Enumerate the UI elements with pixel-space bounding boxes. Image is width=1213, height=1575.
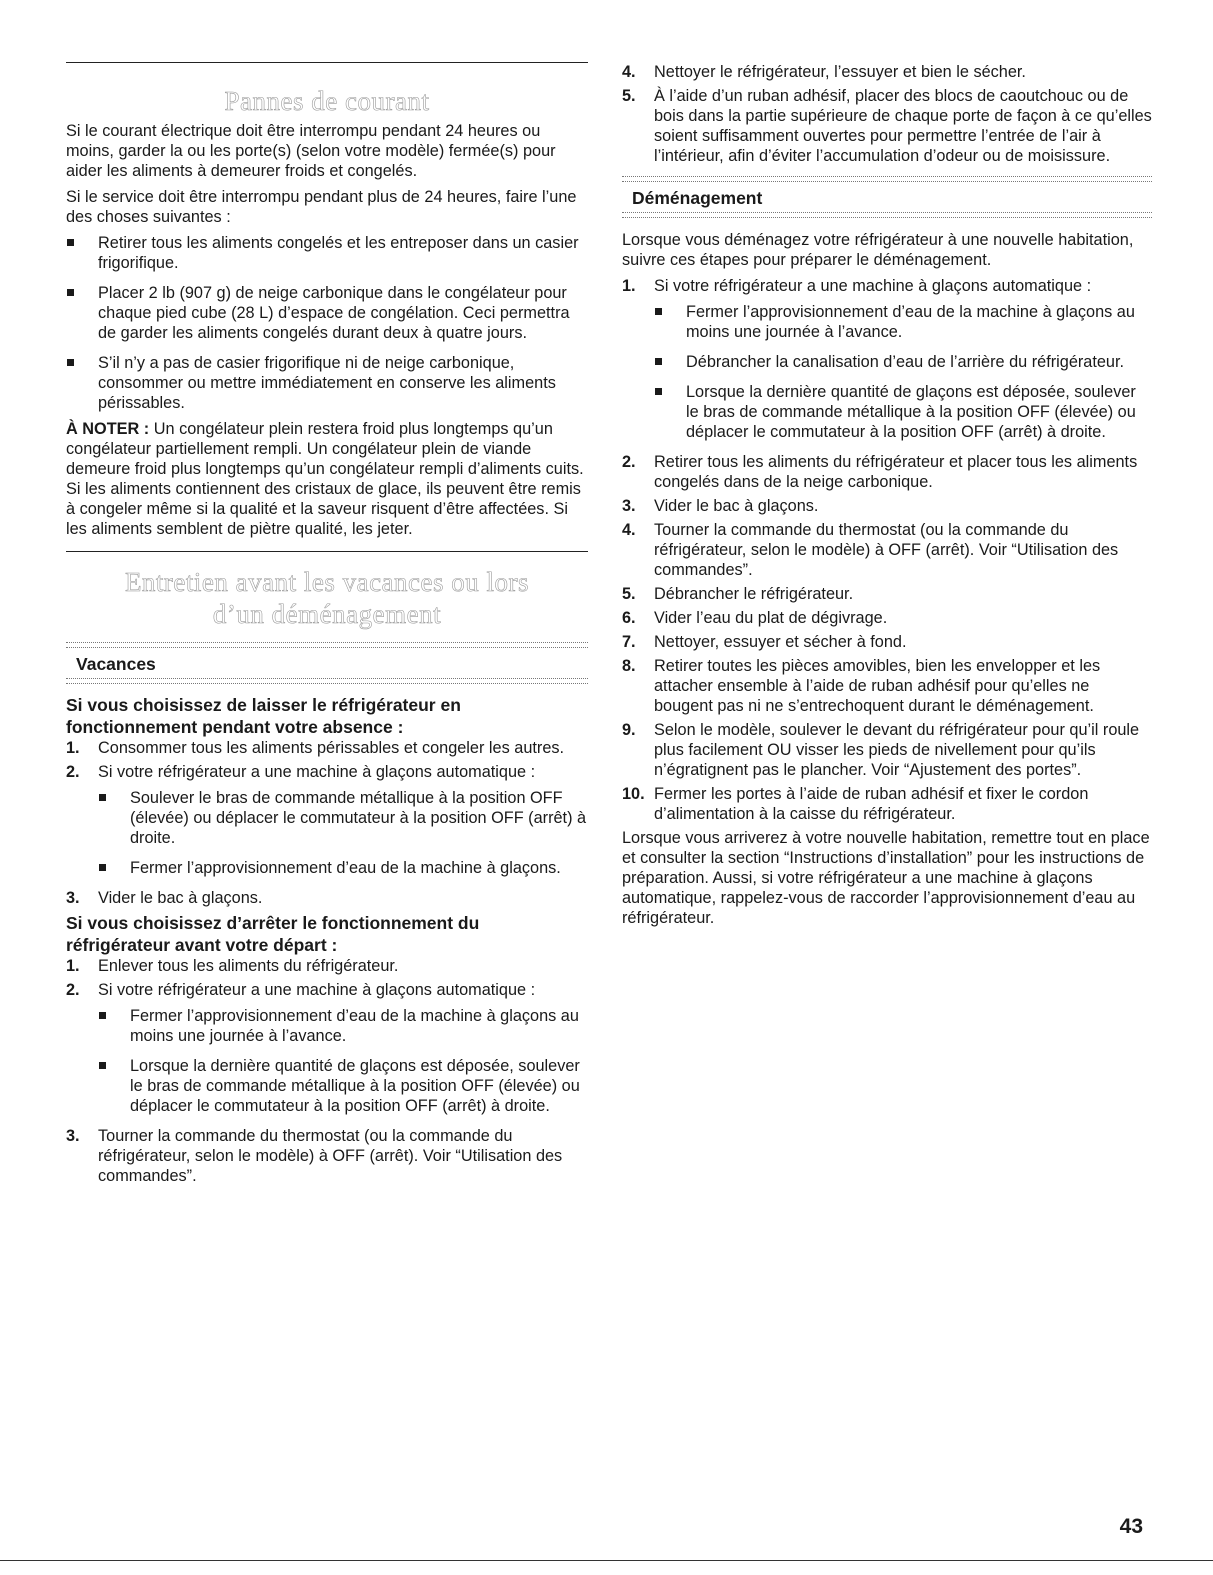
item-number: 7. [622,633,636,651]
list-item [622,452,1152,492]
list-item [622,276,1152,442]
item-text: Nettoyer le réfrigérateur, l’essuyer et bien le sécher. [654,63,1026,81]
item-number: 10. [622,785,645,803]
section-rule [66,551,588,552]
list-item [622,520,1152,580]
item-text: Si votre réfrigérateur a une machine à glaçons automatique : [98,981,536,999]
list-item: S’il n’y a pas de casier frigorifique ni de neige carbonique, consommer ou mettre immédiatement en conserve les aliments périssables. [66,353,588,413]
dotted-divider [66,678,588,684]
moving-closing: Lorsque vous arriverez à votre nouvelle habitation, remettre tout en place et consulter la section “Instructions d’installation” pour les instructions de préparation. Aussi, si votre réfrigérateur a une machine à glaçons automatique, rappelez-vous de raccorder l’approvisionnement d’eau au réfrigérateur. [622,829,1150,927]
vacances-label: Vacances [76,654,156,674]
item-text: Consommer tous les aliments périssables et congeler les autres. [98,739,565,757]
list-item: Lorsque la dernière quantité de glaçons est déposée, soulever le bras de commande métallique à la position OFF (élevée) ou déplacer le commutateur à la position OFF (arrêt) à droite. [98,1056,588,1116]
item-text: Retirer tous les aliments du réfrigérateur et placer tous les aliments congelés dans de la neige carbonique. [654,453,1138,491]
vacation-list-2 [66,956,588,1186]
nested-bullets [98,1006,588,1116]
list-item: Placer 2 lb (907 g) de neige carbonique dans le congélateur pour chaque pied cube (28 L) d’espace de congélation. Ceci permettra de garder les aliments congelés durant deux à quatre jours. [66,283,588,343]
vacation-heading-2: Si vous choisissez d’arrêter le fonctionnement du réfrigérateur avant votre départ : [66,913,480,955]
list-item [66,738,588,758]
care-title-line-1: Entretien avant les vacances ou lors [124,567,530,597]
moving-intro: Lorsque vous déménagez votre réfrigérateur à une nouvelle habitation, suivre ces étapes pour préparer le déménagement. [622,231,1134,269]
list-item [622,584,1152,604]
item-number: 3. [622,497,636,515]
list-item [66,980,588,1116]
page-number: 43 [1119,1515,1143,1538]
item-text: Nettoyer, essuyer et sécher à fond. [654,633,907,651]
list-item [622,62,1152,82]
item-text: Fermer les portes à l’aide de ruban adhésif et fixer le cordon d’alimentation à la caisse du réfrigérateur. [654,785,1089,823]
item-text: Tourner la commande du thermostat (ou la commande du réfrigérateur, selon le modèle) à OFF (arrêt). Voir “Utilisation des commandes”. [654,521,1119,579]
list-item: Retirer tous les aliments congelés et les entreposer dans un casier frigorifique. [66,233,588,273]
item-text: Vider le bac à glaçons. [654,497,819,515]
item-number: 4. [622,63,636,81]
power-bullets [66,233,588,413]
item-text: Si votre réfrigérateur a une machine à glaçons automatique : [654,277,1092,295]
item-number: 3. [66,889,80,907]
care-title-line-2: d’un déménagement [212,599,442,629]
item-number: 5. [622,87,636,105]
item-text: Si votre réfrigérateur a une machine à glaçons automatique : [98,763,536,781]
right-column [622,62,1152,934]
list-item [622,720,1152,780]
nested-bullets [654,302,1152,442]
item-number: 1. [66,957,80,975]
item-number: 4. [622,521,636,539]
list-item [622,608,1152,628]
section-rule [66,62,588,63]
item-text: À l’aide d’un ruban adhésif, placer des blocs de caoutchouc ou de bois dans la partie supérieure de chaque porte de façon à ce qu’elles soient suffisamment ouvertes pour permettre l’entrée de l’air à l’intérieur, afin d’éviter l’accumulation d’odeur ou de moisissure. [654,87,1152,165]
list-item [622,496,1152,516]
item-number: 2. [66,763,80,781]
list-item: Fermer l’approvisionnement d’eau de la machine à glaçons au moins une journée à l’avance. [98,1006,588,1046]
item-text: Enlever tous les aliments du réfrigérateur. [98,957,399,975]
list-item [622,86,1152,166]
list-item [66,956,588,976]
note-text: Un congélateur plein restera froid plus longtemps qu’un congélateur partiellement rempli. Un congélateur plein de viande demeure froid plus longtemps qu’un congélateur rempli d’aliments cuits. Si les aliments contiennent des cristaux de glace, ils peuvent être remis à congeler même si la qualité et la saveur risquent d’être affectées. Si les aliments semblent de piètre qualité, les jeter. [66,420,584,538]
left-column [66,62,588,1190]
item-text: Vider le bac à glaçons. [98,889,263,907]
item-number: 9. [622,721,636,739]
item-text: Tourner la commande du thermostat (ou la commande du réfrigérateur, selon le modèle) à OFF (arrêt). Voir “Utilisation des commandes”. [98,1127,563,1185]
power-para-2: Si le service doit être interrompu pendant plus de 24 heures, faire l’une des choses suivantes : [66,188,577,226]
item-number: 2. [66,981,80,999]
vacation-list-2-continued [622,62,1152,166]
item-text: Débrancher le réfrigérateur. [654,585,854,603]
list-item: Débrancher la canalisation d’eau de l’arrière du réfrigérateur. [654,352,1152,372]
list-item [66,762,588,878]
list-item [622,784,1152,824]
dotted-divider [622,212,1152,218]
item-text: Retirer toutes les pièces amovibles, bien les envelopper et les attacher ensemble à l’aide de ruban adhésif pour qu’elles ne bougent pas ni ne s’entrechoquent durant le déménagement. [654,657,1101,715]
item-number: 5. [622,585,636,603]
item-number: 1. [622,277,636,295]
list-item [66,1126,588,1186]
footer-rule [0,1560,1213,1561]
note-label: À NOTER : [66,420,150,438]
list-item: Fermer l’approvisionnement d’eau de la machine à glaçons au moins une journée à l’avance. [654,302,1152,342]
list-item [622,632,1152,652]
moving-label: Déménagement [632,188,763,208]
note-paragraph [66,419,588,539]
power-para-1: Si le courant électrique doit être interrompu pendant 24 heures ou moins, garder la ou les porte(s) (selon votre modèle) fermée(s) pour aider les aliments à demeurer froids et congelés. [66,122,556,180]
nested-bullets [98,788,588,878]
vacation-heading-1: Si vous choisissez de laisser le réfrigérateur en fonctionnement pendant votre absence : [66,695,461,737]
power-outage-title: Pannes de courant [224,86,430,116]
list-item: Lorsque la dernière quantité de glaçons est déposée, soulever le bras de commande métallique à la position OFF (élevée) ou déplacer le commutateur à la position OFF (arrêt) à droite. [654,382,1152,442]
item-text: Vider l’eau du plat de dégivrage. [654,609,888,627]
moving-list [622,276,1152,824]
item-text: Selon le modèle, soulever le devant du réfrigérateur pour qu’il roule plus facilement OU visser les pieds de nivellement pour qu’ils n’égratignent pas le plancher. Voir “Ajustement des portes”. [654,721,1140,779]
vacation-list-1 [66,738,588,908]
item-number: 3. [66,1127,80,1145]
list-item [622,656,1152,716]
item-number: 6. [622,609,636,627]
list-item: Soulever le bras de commande métallique à la position OFF (élevée) ou déplacer le commutateur à la position OFF (arrêt) à droite. [98,788,588,848]
item-number: 8. [622,657,636,675]
list-item [66,888,588,908]
list-item: Fermer l’approvisionnement d’eau de la machine à glaçons. [98,858,588,878]
item-number: 2. [622,453,636,471]
item-number: 1. [66,739,80,757]
